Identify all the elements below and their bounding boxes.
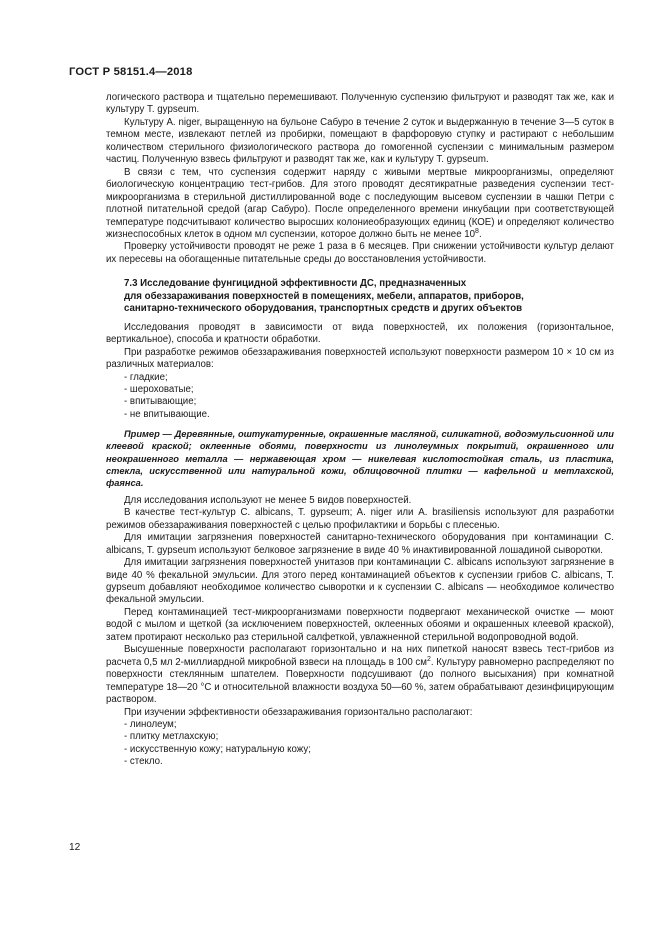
paragraph: Перед контаминацией тест-микроорганизмами поверхности подвергают механической очистке — моют водой с мылом и щеткой (за исключением поверхностей, оклеенных обоями и окрашенных клеевой краской), затем протирают несколько раз стерильной салфеткой, увлажненной стерильной водопроводной водой.: [106, 606, 614, 643]
list-item: - линолеум;: [106, 719, 614, 731]
page-body: [106, 92, 614, 769]
horizontal-surfaces-list: [106, 719, 614, 769]
list-item: - впитывающие;: [106, 396, 614, 408]
section-heading-line: для обеззараживания поверхностей в помещениях, мебели, аппаратов, приборов,: [124, 290, 524, 302]
paragraph: Проверку устойчивости проводят не реже 1 раза в 6 месяцев. При снижении устойчивости культур делают их пересевы на обогащенные питательные среды до восстановления устойчивости.: [106, 241, 614, 265]
paragraph: При разработке режимов обеззараживания поверхностей используют поверхности размером 10 × 10 см из различных материалов:: [106, 346, 614, 371]
paragraph: логического раствора и тщательно перемешивают. Полученную суспензию фильтруют и разводят так же, как и культуру T. gypseum.: [106, 92, 614, 116]
list-item: - стекло.: [106, 756, 614, 768]
paragraph-text: .: [478, 228, 482, 240]
paragraph-text: В связи с тем, что суспензия содержит наряду с живыми мертвые микроорганизмы, определяют биологическую концентрацию тест-грибов. Для этого проводят десятикратные разведения суспензии тест-микроорганизма в стерильной дистиллированной воде с последующим высевом суспензии в чашки Петри с плотной питательной средой (агар Сабуро). После определенного времени инкубации при соответствующей температуре подсчитывают количество выросших колониеобразующих единиц (КОЕ) и определяют количество жизнеспособных клеток в одном мл суспензии, которое должно быть не менее 10: [106, 166, 614, 240]
list-item: - гладкие;: [106, 372, 614, 384]
list-item: - шероховатые;: [106, 384, 614, 396]
list-item: - искусственную кожу; натуральную кожу;: [106, 744, 614, 756]
paragraph: В качестве тест-культур C. albicans, T. gypseum; A. niger или A. brasiliensis используют для разработки режимов обеззараживания поверхностей с целью профилактики и борьбы с плесенью.: [106, 507, 614, 531]
paragraph-text: Высушенные поверхности располагают горизонтально и на них пипеткой наносят взвесь тест-грибов из расчета 0,5 мл 2-миллиардной микробной взвеси на площадь в 100 см: [106, 644, 614, 668]
paragraph: [106, 167, 614, 242]
paragraph: Для исследования используют не менее 5 видов поверхностей.: [124, 494, 412, 506]
example-note: Пример — Деревянные, оштукатуренные, окрашенные масляной, силикатной, водоэмульсионной или клеевой краской; оклеенные обоями, поверхности из линолеумных покрытий, окрашенного или неокрашенного металла — нержавеющая хром — никелевая кислотостойкая сталь, из пластика, стекла, искусственной или натуральной кожи, облицовочной плитки — кафельной и метлахской, фаянса.: [106, 429, 614, 488]
paragraph: Культуру A. niger, выращенную на бульоне Сабуро в течение 2 суток и выдержанную в течение 3—5 суток в темном месте, извлекают петлей из пробирки, помещают в фарфоровую ступку и растирают с небольшим количеством стерильного физиологического раствора до гомогенной суспензии с минимальным размером частиц. Полученную взвесь фильтруют и разводят так же, как и культуру T. gypseum.: [106, 116, 614, 166]
paragraph: При изучении эффективности обеззараживания горизонтально располагают:: [124, 706, 473, 718]
superscript: 8: [475, 227, 479, 235]
document-header: ГОСТ Р 58151.4—2018: [69, 66, 193, 78]
materials-list: [106, 372, 614, 422]
section-heading-line: санитарно-технического оборудования, транспортных средств и других объектов: [124, 303, 523, 315]
section-heading: [106, 278, 614, 315]
paragraph: Исследования проводят в зависимости от вида поверхностей, их положения (горизонтальное, вертикальное), способа и кратности обработки.: [106, 321, 614, 346]
paragraph: [106, 644, 614, 706]
paragraph-text: . Культуру равномерно распределяют по поверхности стеклянным шпателем. Поверхности подсушивают (до полного высыхания) при комнатной температуре 18—20 °С и относительной влажности воздуха 50—60 %, затем обрабатывают дезинфицирующим раствором.: [106, 656, 614, 706]
paragraph: Для имитации загрязнения поверхностей санитарно-технического оборудования при контаминации C. albicans, T. gypseum используют белковое загрязнение в виде 40 % инактивированной лошадиной сыворотки.: [106, 532, 614, 556]
list-item: - не впитывающие.: [106, 409, 614, 421]
list-item: - плитку метлахскую;: [106, 731, 614, 743]
page-number: 12: [69, 842, 81, 853]
paragraph: Для имитации загрязнения поверхностей унитазов при контаминации C. albicans используют загрязнение в виде 40 % фекальной эмульсии. Для этого перед контаминацией объектов к суспензии грибов C. albicans, T. gypseum добавляют необходимое количество сыворотки и к суспензии C. albicans — необходимое количество фекальной эмульсии.: [106, 557, 614, 606]
section-heading-line: 7.3 Исследование фунгицидной эффективности ДС, предназначенных: [124, 278, 467, 290]
superscript: 2: [426, 655, 431, 663]
